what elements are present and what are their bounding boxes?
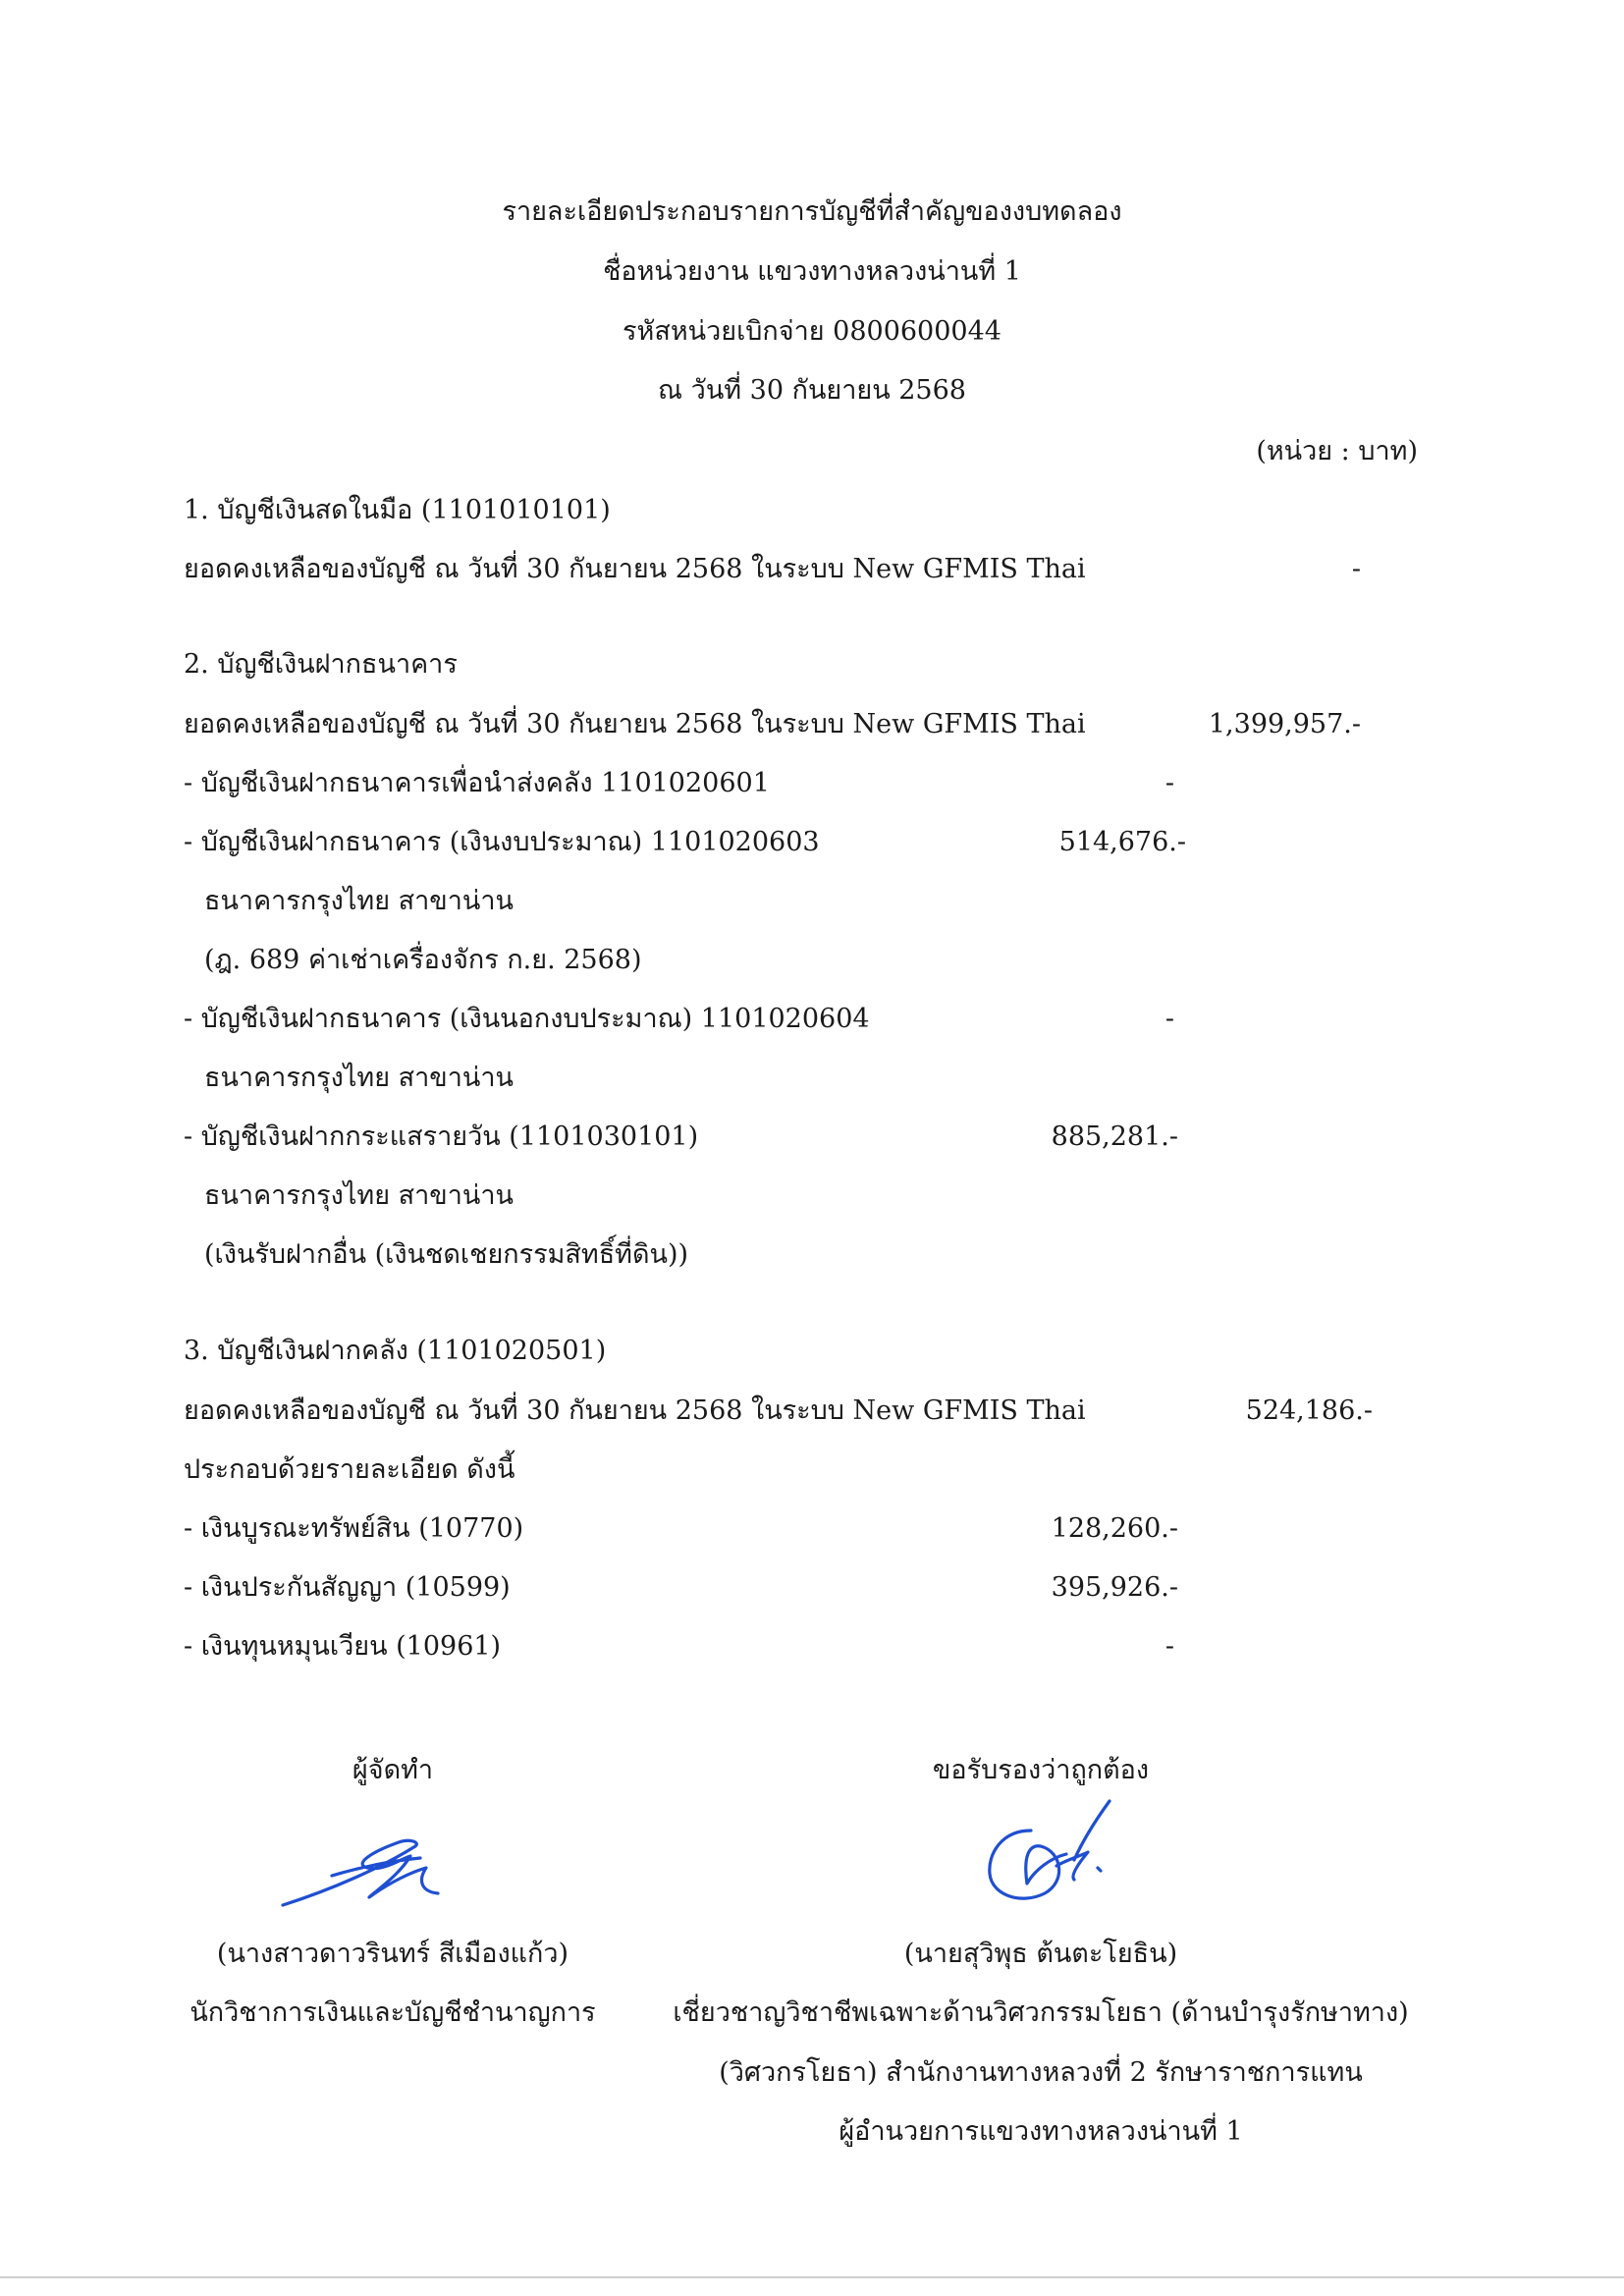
section2-title: 2. บัญชีเงินฝากธนาคาร	[184, 649, 458, 680]
section3-item1-label: - เงินบูรณะทรัพย์สิน (10770)	[184, 1513, 524, 1544]
unit-label: (หน่วย : บาท)	[1256, 436, 1418, 466]
section2-item2-note: (ฎ. 689 ค่าเช่าเครื่องจักร ก.ย. 2568)	[204, 945, 642, 975]
section2-balance-total: 1,399,957.-	[1208, 709, 1361, 739]
section2-item3-bank: ธนาคารกรุงไทย สาขาน่าน	[204, 1063, 514, 1093]
section3-title: 3. บัญชีเงินฝากคลัง (1101020501)	[184, 1336, 607, 1366]
section2-item3-value: -	[1164, 1004, 1174, 1034]
preparer-position: นักวิชาการเงินและบัญชีชำนาญการ	[189, 1997, 596, 2028]
section3-item2-value: 395,926.-	[1051, 1572, 1178, 1603]
section1-balance-total: -	[1351, 554, 1361, 584]
report-title: รายละเอียดประกอบรายการบัญชีที่สำคัญของงบทดลอง	[502, 196, 1122, 227]
preparer-signature	[273, 1829, 469, 1917]
section1-balance-label: ยอดคงเหลือของบัญชี ณ วันที่ 30 กันยายน 2568 ในระบบ New GFMIS Thai	[184, 554, 1086, 584]
section2-item3-label: - บัญชีเงินฝากธนาคาร (เงินนอกงบประมาณ) 1101020604	[184, 1004, 870, 1034]
section3-item1-value: 128,260.-	[1051, 1513, 1178, 1544]
section2-item2-value: 514,676.-	[1058, 827, 1186, 857]
certifier-name: (นายสุวิพุธ ต้นตะโยธิน)	[903, 1939, 1178, 1969]
certifier-signature	[972, 1795, 1139, 1913]
certifier-position-line3: ผู้อำนวยการแขวงทางหลวงน่านที่ 1	[839, 2116, 1243, 2147]
section3-item3-value: -	[1164, 1631, 1174, 1662]
page-bottom-edge	[0, 2276, 1624, 2278]
section2-item1-value: -	[1164, 768, 1174, 798]
section2-balance-label: ยอดคงเหลือของบัญชี ณ วันที่ 30 กันยายน 2568 ในระบบ New GFMIS Thai	[184, 709, 1086, 739]
certifier-position-line1: เชี่ยวชาญวิชาชีพเฉพาะด้านวิศวกรรมโยธา (ด้านบำรุงรักษาทาง)	[673, 1997, 1409, 2028]
disbursement-code: รหัสหน่วยเบิกจ่าย 0800600044	[623, 316, 1001, 347]
section3-item3-label: - เงินทุนหมุนเวียน (10961)	[184, 1631, 502, 1662]
certifier-caption: ขอรับรองว่าถูกต้อง	[932, 1755, 1150, 1785]
report-date: ณ วันที่ 30 กันยายน 2568	[658, 375, 966, 406]
section2-item4-value: 885,281.-	[1051, 1121, 1178, 1152]
section2-item4-note: (เงินรับฝากอื่น (เงินชดเชยกรรมสิทธิ์ที่ดิน))	[204, 1239, 689, 1270]
section2-item2-bank: ธนาคารกรุงไทย สาขาน่าน	[204, 886, 514, 916]
section1-title: 1. บัญชีเงินสดในมือ (1101010101)	[184, 495, 611, 525]
section2-item4-label: - บัญชีเงินฝากกระแสรายวัน (1101030101)	[184, 1121, 699, 1152]
section3-detail-label: ประกอบด้วยรายละเอียด ดังนี้	[184, 1454, 515, 1485]
section2-item1-label: - บัญชีเงินฝากธนาคารเพื่อนำส่งคลัง 1101020601	[184, 768, 770, 798]
preparer-name: (นางสาวดาวรินทร์ สีเมืองแก้ว)	[216, 1939, 569, 1969]
section3-balance-total: 524,186.-	[1245, 1395, 1373, 1426]
agency-name: ชื่อหน่วยงาน แขวงทางหลวงน่านที่ 1	[603, 256, 1021, 287]
section2-item4-bank: ธนาคารกรุงไทย สาขาน่าน	[204, 1180, 514, 1211]
certifier-position-line2: (วิศวกรโยธา) สำนักงานทางหลวงที่ 2 รักษาราชการแทน	[719, 2057, 1363, 2088]
section2-item2-label: - บัญชีเงินฝากธนาคาร (เงินงบประมาณ) 1101020603	[184, 827, 820, 857]
section3-item2-label: - เงินประกันสัญญา (10599)	[184, 1572, 511, 1603]
preparer-caption: ผู้จัดทำ	[352, 1755, 434, 1785]
section3-balance-label: ยอดคงเหลือของบัญชี ณ วันที่ 30 กันยายน 2568 ในระบบ New GFMIS Thai	[184, 1395, 1086, 1426]
